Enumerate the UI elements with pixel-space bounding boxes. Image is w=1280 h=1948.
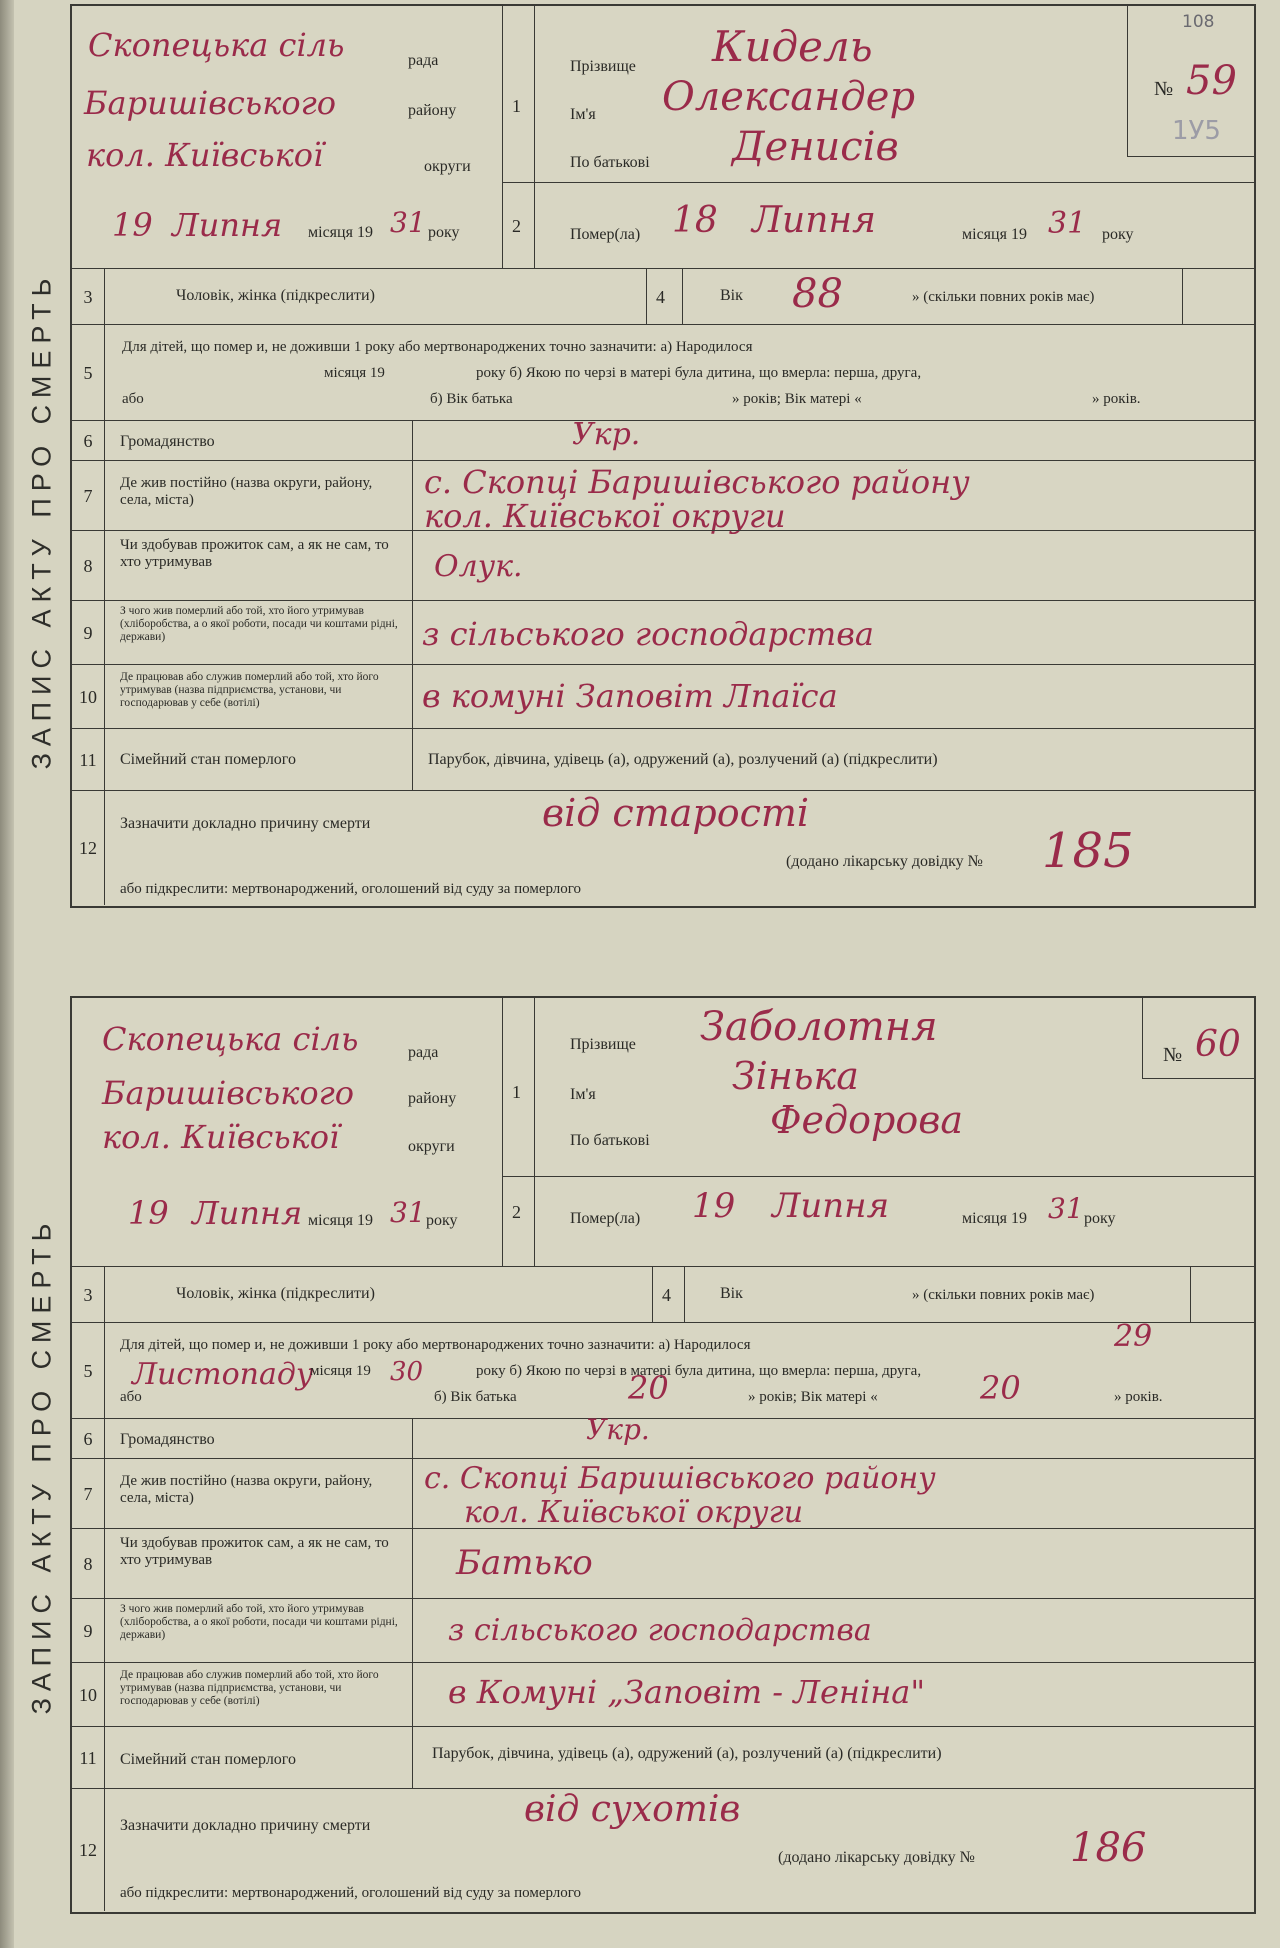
form-label: Прізвище [570, 58, 636, 75]
row-cause [72, 790, 1254, 905]
row-workplace [72, 1662, 1254, 1727]
form-label: Ім'я [570, 1086, 596, 1103]
handwritten-value: Скопецька сіль [102, 1020, 359, 1058]
form-label: місяця 19 [310, 1363, 371, 1379]
handwritten-value: з сільського господарства [422, 615, 874, 653]
form-label: 10 [79, 1684, 97, 1705]
row-citizenship [72, 1413, 1254, 1459]
form-label: місяця 19 [308, 1212, 373, 1229]
form-label: або [120, 1389, 142, 1405]
form-label: Помер(ла) [570, 226, 641, 243]
form-label: 12 [79, 1839, 97, 1860]
handwritten-value: 30 [390, 1357, 424, 1387]
handwritten-value: Липня [772, 1186, 890, 1226]
handwritten-value: 19 [128, 1194, 169, 1232]
form-label: Чоловік, жінка (підкреслити) [176, 1285, 375, 1302]
form-label: (додано лікарську довідку № [786, 853, 983, 870]
handwritten-value: Баришівського [102, 1074, 355, 1112]
form-label: По батькові [570, 1132, 650, 1149]
form-label: Вік [720, 1285, 743, 1302]
form-label: 1 [512, 96, 521, 116]
form-label: округи [408, 1138, 455, 1155]
form-label: 7 [83, 485, 93, 506]
patronymic-value: Федорова [770, 1098, 963, 1142]
form-label: Де працював або служив померлий або той, хто його утримував (назва підприємства, установи, чи господарював у себе (вотілі) [120, 671, 379, 710]
page-number-mark: 108 [1182, 12, 1215, 32]
form-label: По батькові [570, 154, 650, 171]
form-label: 5 [83, 1360, 93, 1381]
form-label: 4 [656, 287, 665, 307]
form-label: » (скільки повних років має) [912, 1287, 1095, 1303]
form-label: 11 [79, 749, 97, 770]
handwritten-value: в Комуні „Заповіт - Леніна" [448, 1673, 926, 1711]
form-label: або підкреслити: мертвонароджений, оголошений від суду за померлого [120, 881, 582, 897]
name-value: Зінька [732, 1054, 859, 1098]
form-label: ЗАПИС АКТУ ПРО СМЕРТЬ [26, 271, 57, 769]
form-label: Чи здобував прожиток сам, а як не сам, то хто утримував [120, 537, 389, 571]
handwritten-value: Олук. [434, 549, 523, 584]
form-label: 2 [512, 216, 521, 236]
form-label: 8 [83, 555, 93, 576]
form-label: 11 [79, 1747, 97, 1768]
form-label: або [122, 391, 144, 407]
surname-value: Кидель [712, 22, 873, 71]
handwritten-value: Листопаду [132, 1357, 314, 1392]
handwritten-value: в комуні Заповіт Лпаїса [422, 677, 838, 715]
handwritten-value: 29 [1114, 1319, 1153, 1354]
handwritten-value: кол. Київської [86, 136, 324, 174]
handwritten-value: кол. Київської округи [424, 497, 786, 535]
row-livelihood [72, 1528, 1254, 1599]
handwritten-value: 20 [628, 1369, 669, 1407]
form-label: 6 [83, 430, 93, 451]
record-number: 60 [1195, 1024, 1241, 1065]
handwritten-value: з сільського господарства [448, 1613, 872, 1648]
form-label: » років; Вік матері « [748, 1389, 878, 1405]
handwritten-value: кол. Київської округи [464, 1495, 804, 1530]
record-number: 59 [1186, 58, 1237, 104]
form-label: З чого жив померлий або той, хто його утримував (хліборобства, а о якої роботи, посади чи коштами рідні, держави) [120, 605, 398, 644]
form-label: » років. [1092, 391, 1141, 407]
form-label: 3 [83, 1284, 93, 1305]
handwritten-value: 31 [1048, 206, 1087, 241]
form-label: б) Вік батька [430, 391, 513, 407]
handwritten-value: с. Скопці Баришівського району [424, 463, 970, 501]
handwritten-value: 18 [672, 200, 718, 241]
name-value: Олександер [662, 74, 916, 120]
form-label: Помер(ла) [570, 1210, 641, 1227]
row-marital [72, 1726, 1254, 1789]
handwritten-value: 19 [112, 206, 153, 244]
form-label: Прізвище [570, 1036, 636, 1053]
form-label: року [1102, 226, 1134, 243]
form-label: З чого жив померлий або той, хто його утримував (хліборобства, а о якої роботи, посади чи коштами рідні, держави) [120, 1603, 398, 1642]
form-label: Парубок, дівчина, удівець (а), одружений (а), розлучений (а) (підкреслити) [432, 1745, 942, 1762]
form-label: району [408, 102, 457, 119]
form-label: або підкреслити: мертвонароджений, оголошений від суду за померлого [120, 1885, 582, 1901]
death-record-60 [70, 996, 1256, 1914]
handwritten-value: Скопецька сіль [88, 26, 345, 64]
row-residence [72, 460, 1254, 535]
form-label: Громадянство [120, 433, 215, 450]
form-label: року [428, 224, 460, 241]
row-citizenship [72, 417, 1254, 461]
row-children-info [72, 1319, 1254, 1419]
row-residence [72, 1458, 1254, 1529]
row-livelihood [72, 530, 1254, 601]
cause-value: від старості [542, 791, 810, 835]
form-label: Для дітей, що помер и, не доживши 1 року або мертвонароджених точно зазначити: а) Народилося [120, 1337, 751, 1353]
handwritten-value: 20 [980, 1369, 1021, 1407]
form-label: 5 [83, 362, 93, 383]
form-label: ЗАПИС АКТУ ПРО СМЕРТЬ [26, 1216, 57, 1714]
form-label: Де жив постійно (назва округи, району, села, міста) [120, 1473, 373, 1507]
death-record-59 [70, 4, 1256, 908]
form-label: 7 [83, 1483, 93, 1504]
handwritten-value: Липня [172, 206, 283, 244]
form-label: б) Вік батька [434, 1389, 517, 1405]
form-label: Громадянство [120, 1431, 215, 1448]
form-label: 10 [79, 686, 97, 707]
handwritten-value: Липня [752, 200, 876, 241]
form-label: рада [408, 52, 439, 69]
form-label: 2 [512, 1202, 521, 1222]
handwritten-value: 31 [390, 206, 426, 239]
form-label: 9 [83, 1620, 93, 1641]
form-label: року б) Якою по черзі в матері була дитина, що вмерла: перша, друга, [476, 365, 922, 381]
row-cause [72, 1788, 1254, 1911]
form-label: району [408, 1090, 457, 1107]
handwritten-value: Укр. [572, 417, 641, 452]
form-label: Сімейний стан померлого [120, 1751, 296, 1768]
handwritten-value: Баришівського [84, 84, 337, 122]
form-label: місяця 19 [324, 365, 385, 381]
handwritten-value: 31 [1048, 1192, 1084, 1225]
form-label: рада [408, 1044, 439, 1061]
form-label: місяця 19 [962, 1210, 1027, 1227]
archive-mark: 1У5 [1172, 116, 1221, 146]
form-label: (додано лікарську довідку № [778, 1849, 975, 1866]
form-label: Для дітей, що помер и, не доживши 1 року або мертвонароджених точно зазначити: а) Народилося [122, 339, 753, 355]
row-sex-age [72, 268, 1254, 325]
age-value: 88 [792, 271, 843, 317]
form-label: 6 [83, 1428, 93, 1449]
form-label: Сімейний стан померлого [120, 751, 296, 768]
handwritten-value: кол. Київської [102, 1118, 340, 1156]
registration-number-box [1142, 998, 1255, 1079]
form-label: 4 [662, 1285, 671, 1305]
row-occupation [72, 1598, 1254, 1663]
form-label: » років; Вік матері « [732, 391, 862, 407]
form-label: 9 [83, 622, 93, 643]
row-children-info [72, 324, 1254, 421]
side-title [14, 150, 70, 890]
form-label: 1 [512, 1082, 521, 1102]
form-label: місяця 19 [308, 224, 373, 241]
form-label: № [1163, 1044, 1183, 1066]
form-label: » років. [1114, 1389, 1163, 1405]
handwritten-value: Липня [192, 1194, 303, 1232]
form-label: Парубок, дівчина, удівець (а), одружений (а), розлучений (а) (підкреслити) [428, 751, 938, 768]
form-label: Вік [720, 287, 743, 304]
form-label: року б) Якою по черзі в матері була дитина, що вмерла: перша, друга, [476, 1363, 922, 1379]
form-label: року [1084, 1210, 1116, 1227]
form-label: року [426, 1212, 458, 1229]
handwritten-value: Батько [456, 1543, 593, 1583]
handwritten-value: 31 [390, 1196, 426, 1229]
handwritten-value: Укр. [586, 1413, 650, 1446]
form-label: Ім'я [570, 106, 596, 123]
patronymic-value: Денисів [732, 124, 899, 170]
side-title [14, 1150, 70, 1780]
form-label: Чи здобував прожиток сам, а як не сам, то хто утримував [120, 1535, 389, 1569]
surname-value: Заболотня [700, 1004, 938, 1050]
form-label: Зазначити докладно причину смерти [120, 1817, 371, 1834]
form-label: Зазначити докладно причину смерти [120, 815, 371, 832]
form-label: № [1154, 78, 1174, 100]
row-sex-age [72, 1266, 1254, 1323]
row-occupation [72, 600, 1254, 665]
row-workplace [72, 664, 1254, 729]
form-label: Де жив постійно (назва округи, району, села, міста) [120, 475, 373, 509]
handwritten-value: с. Скопці Баришівського району [424, 1461, 936, 1496]
handwritten-value: 19 [692, 1186, 736, 1226]
form-label: 3 [83, 286, 93, 307]
cause-value: від сухотів [524, 1789, 741, 1830]
form-label: округи [424, 158, 471, 175]
form-label: місяця 19 [962, 226, 1027, 243]
handwritten-value: 186 [1070, 1825, 1147, 1871]
row-marital [72, 728, 1254, 791]
form-label: 12 [79, 837, 97, 858]
form-label: » (скільки повних років має) [912, 289, 1095, 305]
form-label: Де працював або служив померлий або той, хто його утримував (назва підприємства, установи, чи господарював у себе (вотілі) [120, 1669, 379, 1708]
form-label: 8 [83, 1553, 93, 1574]
handwritten-value: 185 [1042, 823, 1134, 879]
form-label: Чоловік, жінка (підкреслити) [176, 287, 375, 304]
book-binding [0, 0, 14, 1948]
